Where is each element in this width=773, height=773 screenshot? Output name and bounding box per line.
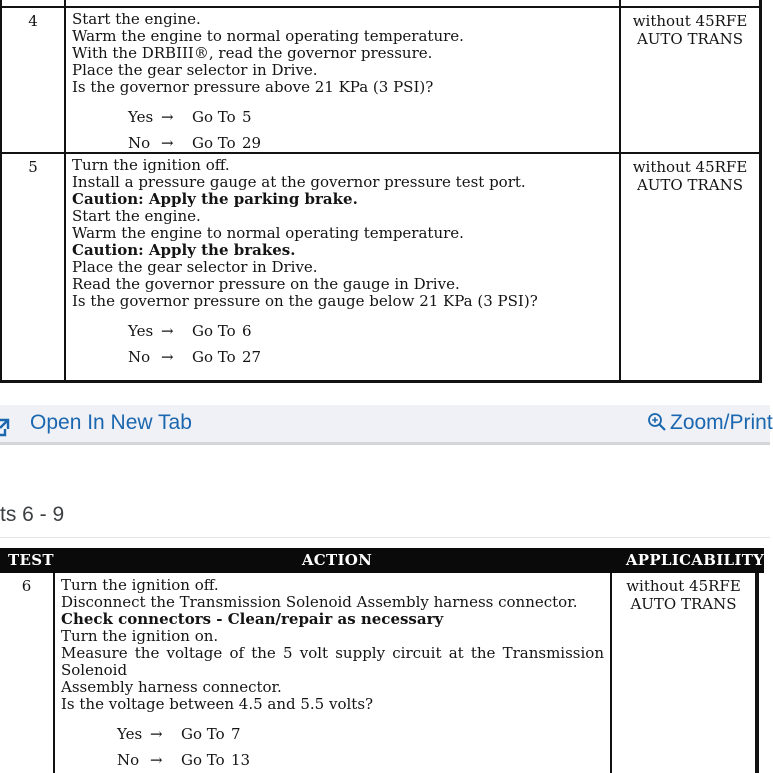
test-number: 5 — [28, 158, 38, 176]
goto-target: 7 — [231, 725, 241, 743]
bottom-table — [0, 573, 759, 773]
action-line: Assembly harness connector. — [61, 678, 282, 696]
table-row-test-4 — [2, 8, 759, 154]
applicability-line: without 45RFE — [632, 12, 748, 30]
bottom-table-header — [0, 548, 764, 573]
action-line-check: Check connectors - Clean/repair as necessary — [61, 610, 444, 628]
action-line: Read the governor pressure on the gauge in Drive. — [72, 275, 460, 293]
arrow-glyph: → — [161, 108, 174, 126]
goto-label: Go To — [192, 108, 236, 126]
test-number: 4 — [28, 12, 38, 30]
action-line-caution: Caution: Apply the brakes. — [72, 241, 296, 259]
goto-target: 29 — [242, 134, 262, 152]
action-cell — [66, 8, 621, 152]
goto-target: 27 — [242, 348, 262, 366]
table-row-test-5 — [2, 154, 759, 380]
answer-label: Yes — [128, 108, 154, 126]
answer-label: Yes — [117, 725, 143, 743]
goto-label: Go To — [181, 725, 225, 743]
header-cell-action: ACTION — [301, 551, 373, 569]
decision-line-yes — [72, 109, 613, 125]
applicability-line: AUTO TRANS — [636, 30, 744, 48]
header-cell-test: TEST — [8, 551, 54, 569]
decision-line-yes — [61, 726, 604, 742]
goto-label: Go To — [181, 751, 225, 769]
applicability-cell — [612, 573, 755, 773]
action-line: Disconnect the Transmission Solenoid Assembly harness connector. — [61, 593, 578, 611]
action-line: Install a pressure gauge at the governor pressure test port. — [72, 173, 526, 191]
applicability-line: AUTO TRANS — [636, 176, 744, 194]
goto-label: Go To — [192, 348, 236, 366]
action-line: Turn the ignition off. — [72, 156, 230, 174]
section-heading: ts 6 - 9 — [0, 503, 65, 526]
applicability-line: without 45RFE — [632, 158, 748, 176]
decision-line-no — [72, 135, 613, 151]
table-row-partial — [2, 0, 759, 8]
action-line: With the DRBIII®, read the governor pressure. — [72, 44, 433, 62]
action-line: Is the voltage between 4.5 and 5.5 volts? — [61, 695, 374, 713]
viewer-toolbar — [0, 405, 773, 445]
action-line: Measure the voltage of the 5 volt supply circuit at the Transmission Solenoid — [61, 644, 604, 679]
goto-label: Go To — [192, 322, 236, 340]
action-line: Turn the ignition on. — [61, 627, 219, 645]
action-cell — [66, 154, 621, 380]
action-line: Place the gear selector in Drive. — [72, 258, 318, 276]
test-number-cell — [2, 0, 66, 6]
zoom-print-link[interactable]: Zoom/Print — [670, 411, 773, 434]
action-line: Is the governor pressure on the gauge below 21 KPa (3 PSI)? — [72, 292, 538, 310]
action-line: Place the gear selector in Drive. — [72, 61, 318, 79]
open-in-new-tab-icon — [0, 418, 10, 437]
action-line-caution: Caution: Apply the parking brake. — [72, 190, 358, 208]
applicability-line: without 45RFE — [626, 577, 741, 595]
action-line: Warm the engine to normal operating temperature. — [72, 224, 464, 242]
zoom-in-icon[interactable] — [647, 412, 667, 432]
applicability-cell — [621, 154, 759, 380]
applicability-cell — [621, 0, 759, 6]
test-number: 6 — [21, 577, 32, 595]
arrow-glyph: → — [161, 348, 174, 366]
test-number-cell — [2, 8, 66, 152]
arrow-glyph: → — [161, 134, 174, 152]
divider-line — [0, 537, 770, 538]
applicability-cell — [621, 8, 759, 152]
goto-target: 13 — [231, 751, 251, 769]
answer-label: Yes — [128, 322, 154, 340]
goto-target: 5 — [242, 108, 252, 126]
action-cell — [66, 0, 621, 6]
arrow-glyph: → — [161, 322, 174, 340]
test-number-cell — [0, 573, 55, 773]
action-line: Is the governor pressure above 21 KPa (3 PSI)? — [72, 78, 434, 96]
header-cell-applicability: APPLICABILITY — [625, 551, 765, 569]
action-line: Warm the engine to normal operating temperature. — [72, 27, 464, 45]
decision-line-yes — [72, 323, 613, 339]
action-line: Start the engine. — [72, 10, 201, 28]
open-in-new-tab-link[interactable]: Open In New Tab — [30, 411, 192, 434]
top-table — [0, 0, 762, 383]
test-number-cell — [2, 154, 66, 380]
goto-label: Go To — [192, 134, 236, 152]
answer-label: No — [117, 751, 140, 769]
decision-line-no — [61, 752, 604, 768]
answer-label: No — [128, 348, 151, 366]
goto-target: 6 — [242, 322, 252, 340]
action-line: Start the engine. — [72, 207, 201, 225]
decision-line-no — [72, 349, 613, 365]
action-line: Turn the ignition off. — [61, 576, 219, 594]
arrow-glyph: → — [150, 751, 163, 769]
applicability-line: AUTO TRANS — [630, 595, 737, 613]
answer-label: No — [128, 134, 151, 152]
arrow-glyph: → — [150, 725, 163, 743]
action-cell — [55, 573, 612, 773]
